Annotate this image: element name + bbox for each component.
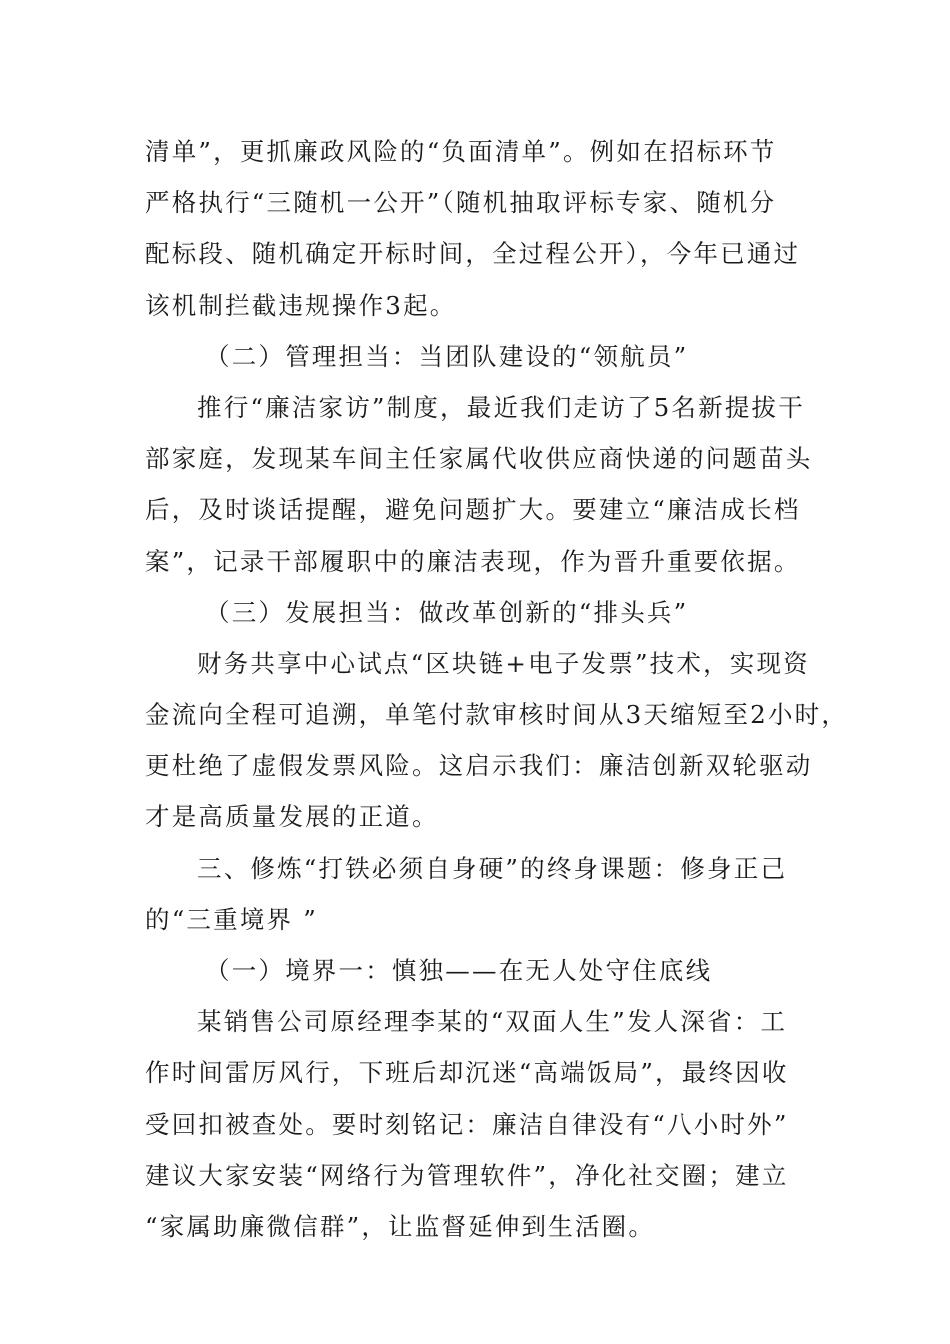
document-body [145,126,849,1252]
paragraph-line: 受回扣被查处。要时刻铭记：廉洁自律没有“八小时外” [145,1109,789,1139]
paragraph-line: 推行“廉洁家访”制度，最近我们走访了5名新提拔干 [197,392,805,422]
paragraph-line: 后，及时谈话提醒，避免问题扩大。要建立“廉洁成长档 [145,495,801,525]
paragraph-line: 更杜绝了虚假发票风险。这启示我们：廉洁创新双轮驱动 [145,751,813,781]
paragraph-line: 建议大家安装“网络行为管理软件”，净化社交圈；建立 [145,1160,789,1190]
paragraph-line: 作时间雷厉风行，下班后却沉迷“高端饭局”，最终因收 [145,1058,789,1088]
section-heading: （一）境界一：慎独——在无人处守住底线 [205,956,713,985]
paragraph-line: 金流向全程可追溯，单笔付款审核时间从3天缩短至2小时， [145,700,849,730]
paragraph-line: 配标段、随机确定开标时间，全过程公开），今年已通过 [145,239,801,269]
paragraph-line: 部家庭，发现某车间主任家属代收供应商快递的问题苗头 [145,444,813,474]
paragraph-line: 才是高质量发展的正道。 [145,802,439,832]
paragraph-line: “家属助廉微信群”，让监督延伸到生活圈。 [145,1211,656,1241]
paragraph-line: 财务共享中心试点“区块链+电子发票”技术，实现资 [197,648,810,678]
section-heading: （三）发展担当：做改革创新的“排头兵” [205,597,689,627]
paragraph-line: 某销售公司原经理李某的“双面人生”发人深省：工 [197,1007,788,1037]
paragraph-line: 严格执行“三随机一公开”（随机抽取评标专家、随机分 [145,188,777,218]
chapter-heading: 三、修炼“打铁必须自身硬”的终身课题：修身正己 [197,853,788,883]
paragraph-line: 清单”，更抓廉政风险的“负面清单”。例如在招标环节 [145,137,777,166]
section-heading: （二）管理担当：当团队建设的“领航员” [205,341,689,371]
chapter-heading-continued: 的“三重境界 ” [145,904,318,934]
paragraph-line: 案”，记录干部履职中的廉洁表现，作为晋升重要依据。 [145,546,801,576]
paragraph-line: 该机制拦截违规操作3起。 [145,290,457,320]
